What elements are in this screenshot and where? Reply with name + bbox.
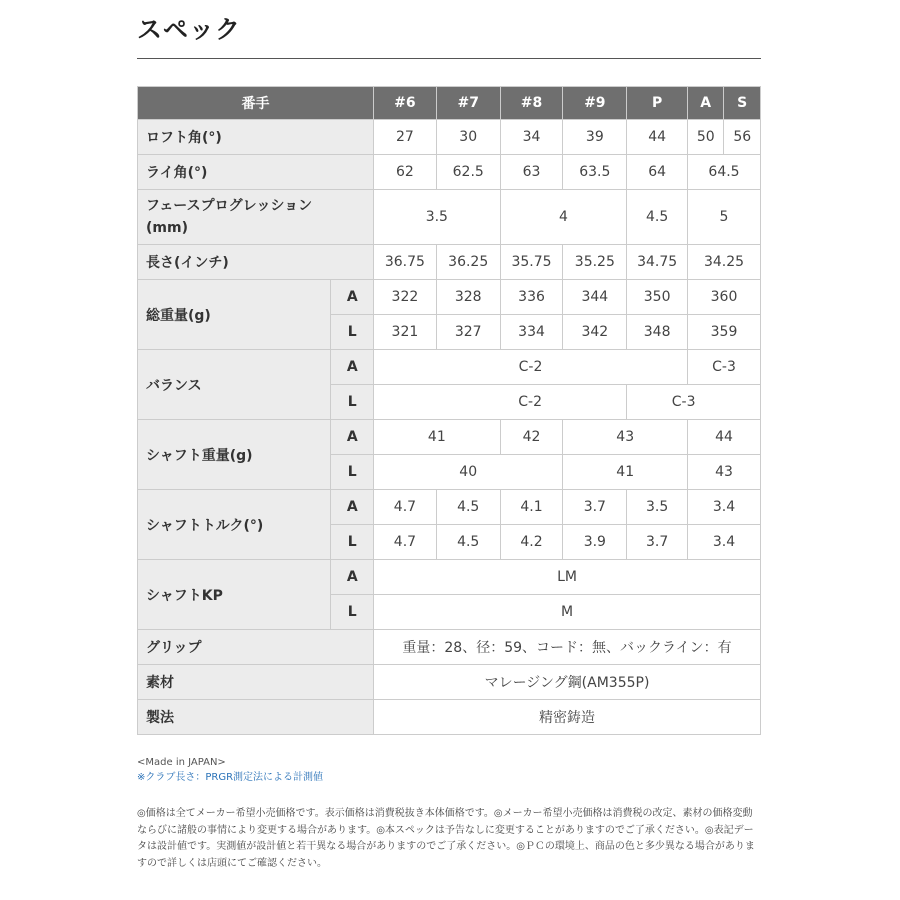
cell: 4.5 <box>436 490 500 525</box>
cell: 344 <box>563 280 627 315</box>
cell: 64 <box>627 155 688 190</box>
cell: 334 <box>500 315 563 350</box>
cell: 63 <box>500 155 563 190</box>
cell: 34.25 <box>688 245 761 280</box>
cell: 4.1 <box>500 490 563 525</box>
torque-row-a <box>138 490 761 525</box>
cell: C-2 <box>374 385 627 420</box>
cell: 56 <box>724 120 761 155</box>
row-label: グリップ <box>138 630 374 665</box>
cell: 41 <box>563 455 688 490</box>
row-label: シャフトトルク(°) <box>138 490 331 560</box>
cell: 3.7 <box>627 525 688 560</box>
cell: 4 <box>500 190 627 245</box>
row-label: バランス <box>138 350 331 420</box>
cell: 63.5 <box>563 155 627 190</box>
header-col: #8 <box>500 87 563 120</box>
header-col: A <box>688 87 724 120</box>
header-col: #6 <box>374 87 437 120</box>
cell: 62.5 <box>436 155 500 190</box>
grip-row <box>138 630 761 665</box>
cell: マレージング鋼(AM355P) <box>374 665 761 700</box>
cell: 360 <box>688 280 761 315</box>
row-label: 長さ(インチ) <box>138 245 374 280</box>
cell: 4.5 <box>627 190 688 245</box>
lie-row <box>138 155 761 190</box>
cell: 30 <box>436 120 500 155</box>
spec-table <box>137 86 761 735</box>
cell: 3.9 <box>563 525 627 560</box>
page-title: スペック <box>137 15 242 44</box>
cell: 36.75 <box>374 245 437 280</box>
sub-label: A <box>331 560 374 595</box>
cell: LM <box>374 560 761 595</box>
cell: 3.5 <box>374 190 501 245</box>
kp-row-a <box>138 560 761 595</box>
row-label: シャフトKP <box>138 560 331 630</box>
cell: 50 <box>688 120 724 155</box>
cell: 35.25 <box>563 245 627 280</box>
row-label: ライ角(°) <box>138 155 374 190</box>
cell: 322 <box>374 280 437 315</box>
cell: 34.75 <box>627 245 688 280</box>
sub-label: A <box>331 420 374 455</box>
face-progression-row <box>138 190 761 245</box>
cell: 348 <box>627 315 688 350</box>
sub-label: A <box>331 350 374 385</box>
cell: 336 <box>500 280 563 315</box>
cell: 35.75 <box>500 245 563 280</box>
disclaimer: ◎価格は全てメーカー希望小売価格です。表示価格は消費税抜き本体価格です。◎メーカー希望小売価格は消費税の改定、素材の価格変動ならびに諸般の事情により変更する場合があります。◎本スペックは予告なしに変更することがありますのでご了承ください。◎表記データは設計値です。実測値が設計値と若干異なる場合がありますのでご了承ください。◎ＰＣの環境上、商品の色と多少異なる場合がありますので詳しくは店頭にてご確認ください。 <box>137 808 755 869</box>
cell: 4.7 <box>374 490 437 525</box>
row-label: ロフト角(°) <box>138 120 374 155</box>
cell: 42 <box>500 420 563 455</box>
cell: 3.4 <box>688 490 761 525</box>
material-row <box>138 665 761 700</box>
cell: 4.2 <box>500 525 563 560</box>
cell: C-2 <box>374 350 688 385</box>
cell: 44 <box>627 120 688 155</box>
shaft-weight-row-a <box>138 420 761 455</box>
page-background-left <box>0 0 103 900</box>
cell: 327 <box>436 315 500 350</box>
header-col: P <box>627 87 688 120</box>
cell: 350 <box>627 280 688 315</box>
cell: 3.7 <box>563 490 627 525</box>
row-label: フェースプログレッション(mm) <box>138 190 374 245</box>
notes <box>137 755 323 785</box>
row-label: 製法 <box>138 700 374 735</box>
cell: 39 <box>563 120 627 155</box>
cell: 精密鋳造 <box>374 700 761 735</box>
cell: 3.5 <box>627 490 688 525</box>
sub-label: L <box>331 595 374 630</box>
title-divider <box>137 58 761 59</box>
balance-row-a <box>138 350 761 385</box>
spec-panel <box>103 0 794 900</box>
method-row <box>138 700 761 735</box>
length-measure-note: ※クラブ長さ：PRGR測定法による計測値 <box>137 772 324 783</box>
cell: 36.25 <box>436 245 500 280</box>
cell: 44 <box>688 420 761 455</box>
sub-label: L <box>331 315 374 350</box>
row-label: 総重量(g) <box>138 280 331 350</box>
cell: 41 <box>374 420 501 455</box>
row-label: シャフト重量(g) <box>138 420 331 490</box>
sub-label: A <box>331 490 374 525</box>
header-row <box>138 87 761 120</box>
page-background-right <box>794 0 900 900</box>
header-col: #9 <box>563 87 627 120</box>
header-col: #7 <box>436 87 500 120</box>
weight-row-a <box>138 280 761 315</box>
sub-label: L <box>331 385 374 420</box>
cell: C-3 <box>627 385 761 420</box>
cell: 4.7 <box>374 525 437 560</box>
sub-label: A <box>331 280 374 315</box>
cell: 3.4 <box>688 525 761 560</box>
cell: 34 <box>500 120 563 155</box>
cell: 342 <box>563 315 627 350</box>
cell: C-3 <box>688 350 761 385</box>
header-col: S <box>724 87 761 120</box>
cell: 27 <box>374 120 437 155</box>
cell: M <box>374 595 761 630</box>
cell: 321 <box>374 315 437 350</box>
cell: 359 <box>688 315 761 350</box>
sub-label: L <box>331 455 374 490</box>
row-label: 素材 <box>138 665 374 700</box>
cell: 62 <box>374 155 437 190</box>
made-in-note: <Made in JAPAN> <box>137 757 226 768</box>
cell: 328 <box>436 280 500 315</box>
cell: 40 <box>374 455 563 490</box>
cell: 64.5 <box>688 155 761 190</box>
sub-label: L <box>331 525 374 560</box>
cell: 重量：28、径：59、コード：無、バックライン：有 <box>374 630 761 665</box>
cell: 43 <box>563 420 688 455</box>
cell: 43 <box>688 455 761 490</box>
loft-row <box>138 120 761 155</box>
length-row <box>138 245 761 280</box>
cell: 5 <box>688 190 761 245</box>
header-label: 番手 <box>138 87 374 120</box>
cell: 4.5 <box>436 525 500 560</box>
